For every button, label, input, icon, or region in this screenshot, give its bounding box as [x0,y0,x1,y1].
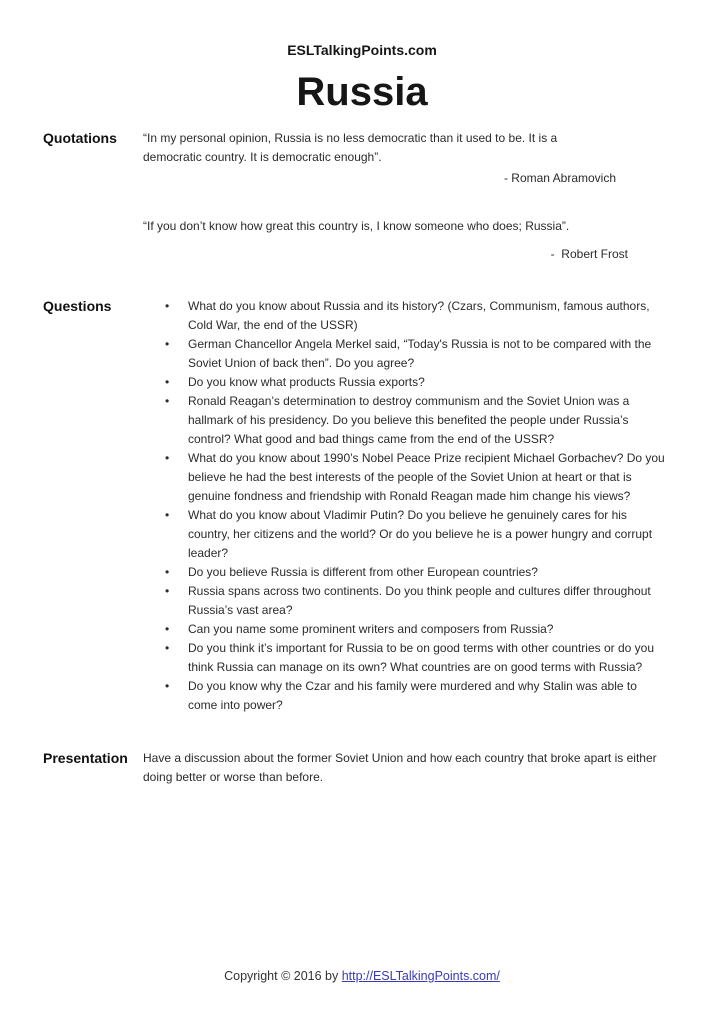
question-item: • Do you think it’s important for Russia to be on good terms with other countries or do you think Russia can manage on its own? What countries are on good terms with Russia? [143,639,665,677]
question-item: • Russia spans across two continents. Do you think people and cultures differ throughout Russia’s vast area? [143,582,665,620]
question-item: • Do you know what products Russia exports? [143,373,665,392]
question-item: • What do you know about Vladimir Putin? Do you believe he genuinely cares for his country, her citizens and the world? Or do you believe he is a power hungry and corrupt leader? [143,506,665,563]
quotations-content [143,129,680,264]
presentation-label: Presentation [43,750,128,766]
quote-text: “In my personal opinion, Russia is no less democratic than it used to be. It is a democratic country. It is democratic enough”. [143,131,558,164]
presentation-text: Have a discussion about the former Soviet Union and how each country that broke apart is either doing better or worse than before. [143,751,657,784]
question-item: • German Chancellor Angela Merkel said, “Today's Russia is not to be compared with the Soviet Union of back then”. Do you agree? [143,335,665,373]
site-header: ESLTalkingPoints.com [287,42,437,58]
footer-link[interactable]: http://ESLTalkingPoints.com/ [341,969,500,983]
presentation-section [43,749,724,787]
quote-attribution: - Roman Abramovich [503,171,616,185]
question-item: • Do you know why the Czar and his family were murdered and why Stalin was able to come into power? [143,677,665,715]
quotations-section [43,129,724,264]
question-item: • Do you believe Russia is different from other European countries? [143,563,665,582]
question-item: • What do you know about 1990’s Nobel Peace Prize recipient Michael Gorbachev? Do you believe he had the best interests of the people of the Soviet Union at heart or that is genuine fondness and friendship with Ronald Reagan made him change his views? [143,449,665,506]
question-item: • What do you know about Russia and its history? (Czars, Communism, famous authors, Cold War, the end of the USSR) [143,297,665,335]
questions-section [43,297,724,715]
page-title: Russia [296,70,428,114]
quotations-label: Quotations [43,130,117,146]
questions-label: Questions [43,298,112,314]
question-item: • Can you name some prominent writers and composers from Russia? [143,620,665,639]
question-item: • Ronald Reagan’s determination to destroy communism and the Soviet Union was a hallmark of his presidency. Do you believe this benefited the people under Russia’s control? What good and bad things came from the end of the USSR? [143,392,665,449]
quote-attribution: - Robert Frost [550,247,628,261]
copyright-text: Copyright © 2016 by [224,969,342,983]
questions-list [143,297,665,715]
quote-text: “If you don’t know how great this country is, I know someone who does; Russia”. [143,219,570,233]
footer [0,967,724,986]
